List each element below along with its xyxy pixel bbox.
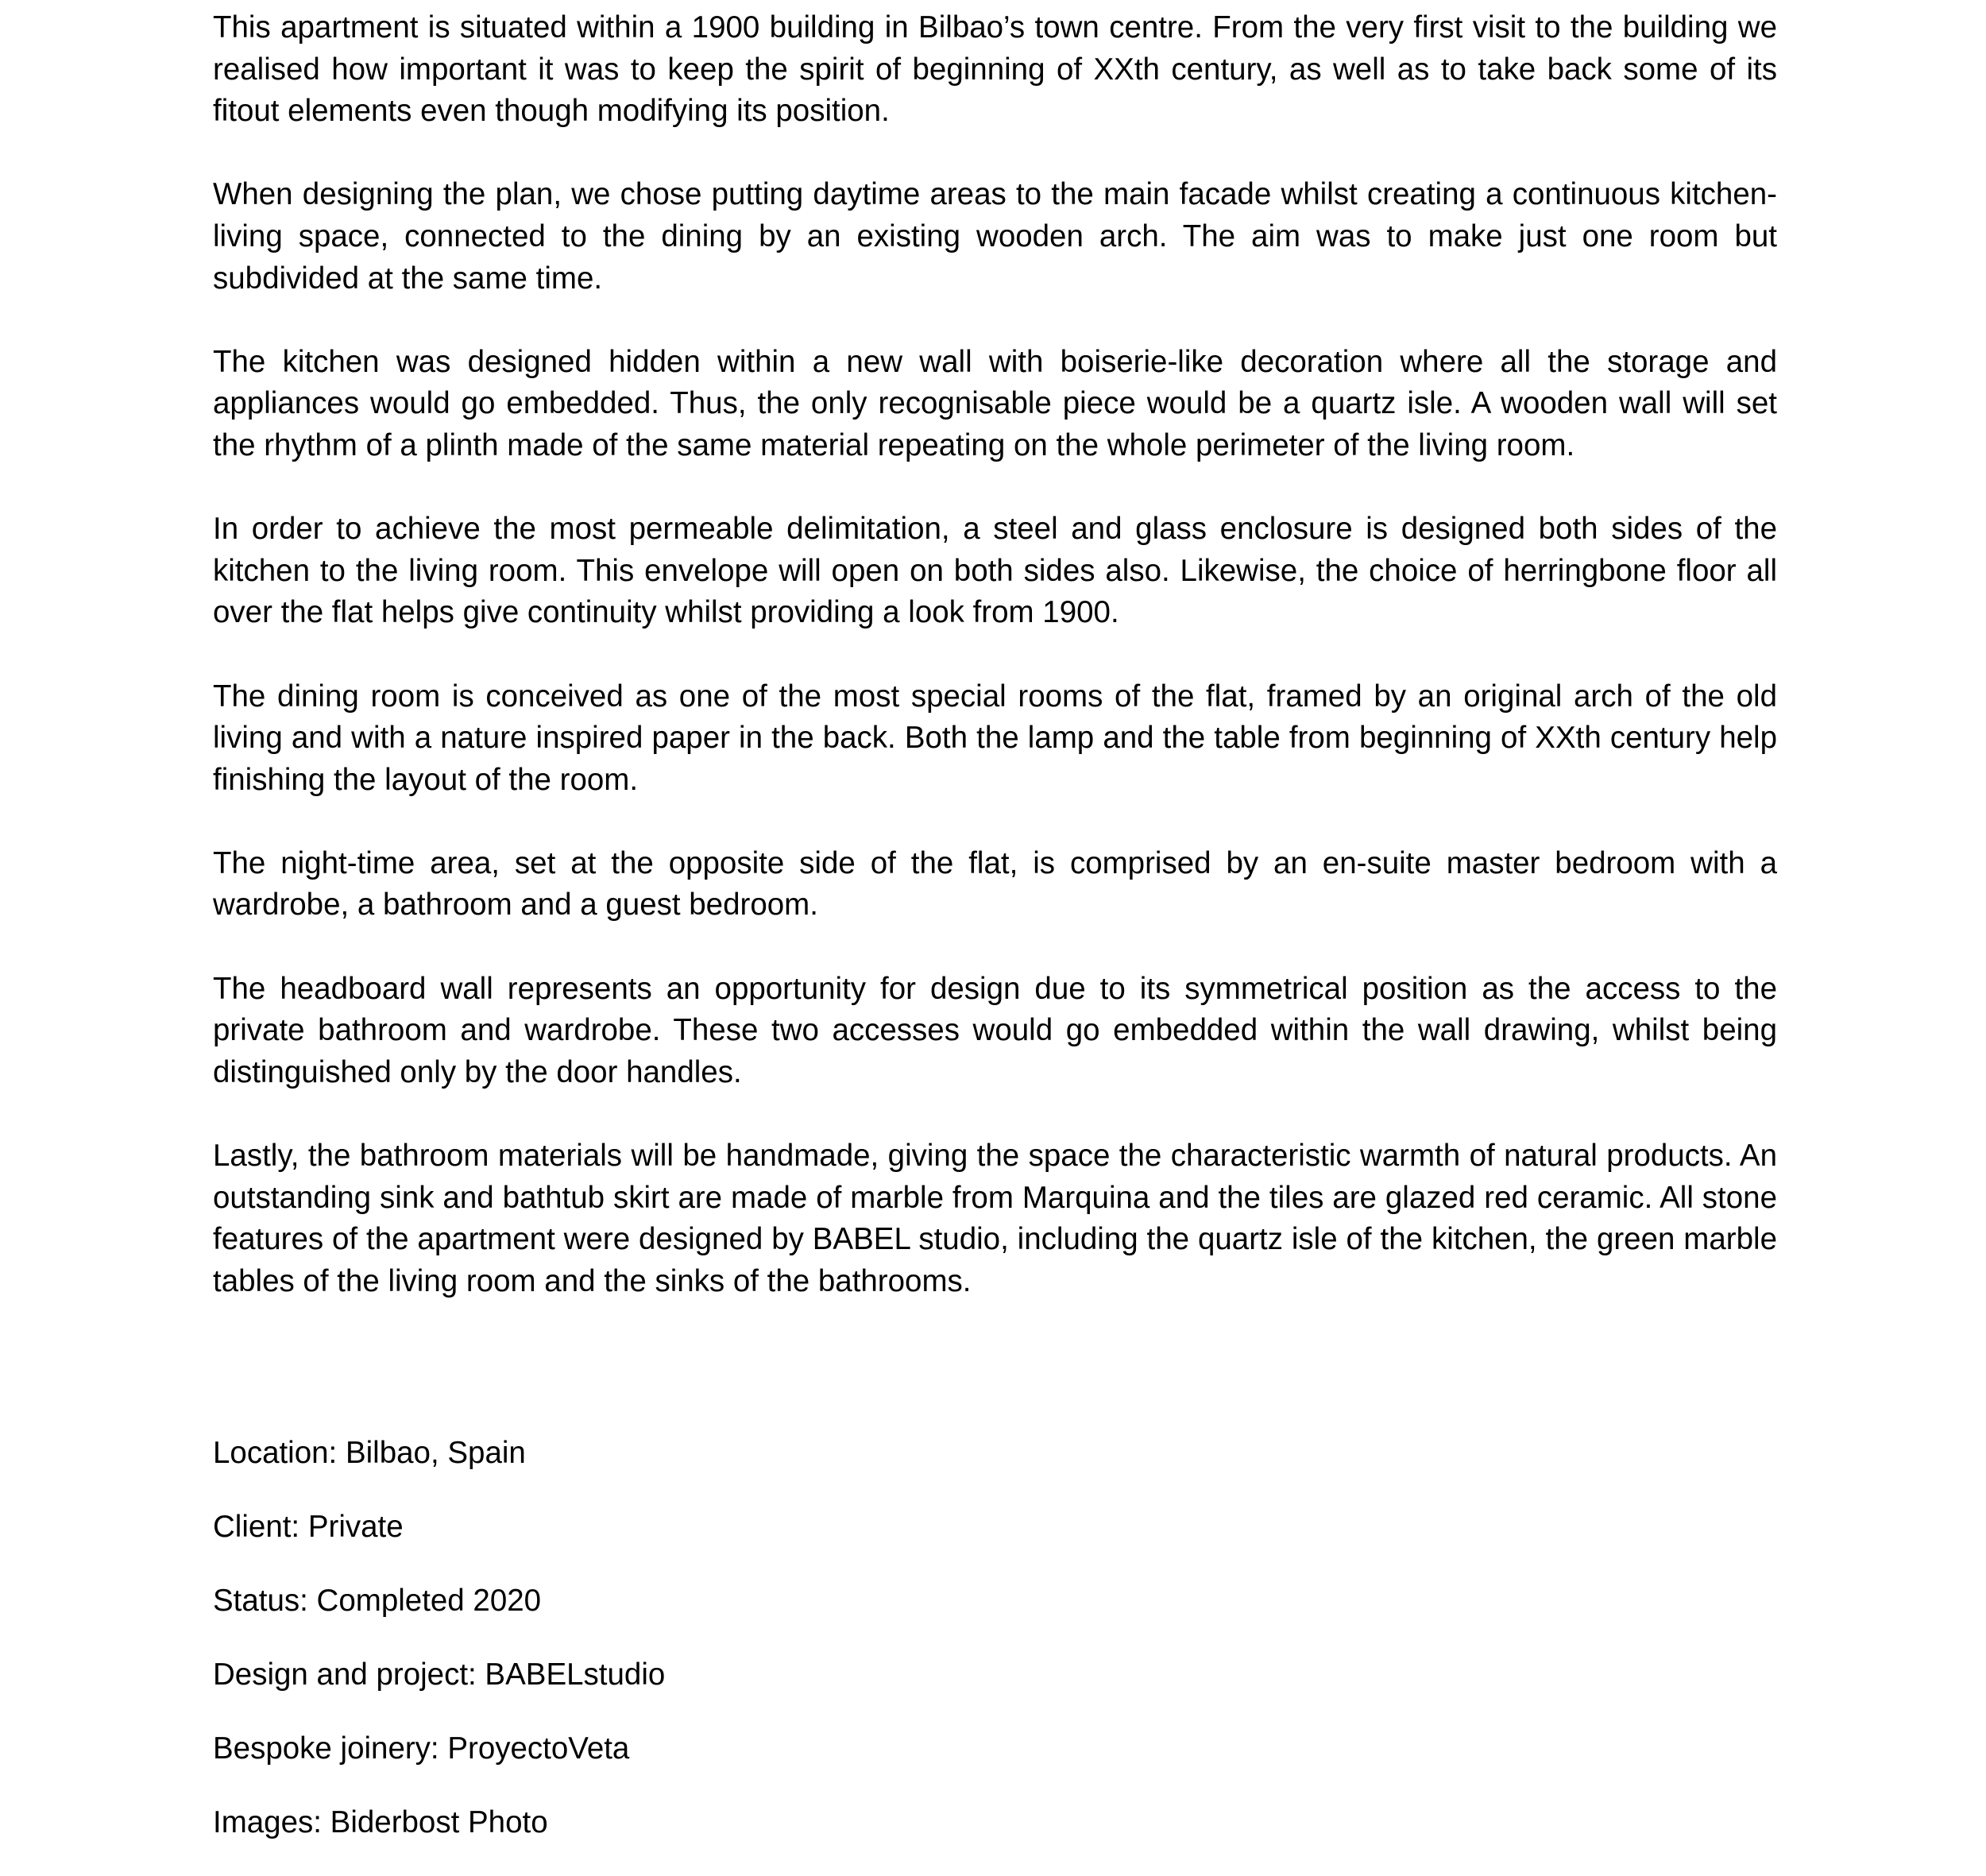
paragraph-intro: This apartment is situated within a 1900 building in Bilbao’s town centre. From the very first visit to the building we realised how important it was to keep the spirit of beginning of XXth century, as well as to take back some of its fitout elements even though modifying its position. — [213, 10, 1777, 129]
paragraph-plan: When designing the plan, we chose putting daytime areas to the main facade whilst creating a continuous kitchen-living space, connected to the dining by an existing wooden arch. The aim was to make just one room but subdivided at the same time. — [213, 177, 1777, 296]
paragraph-kitchen: The kitchen was designed hidden within a new wall with boiserie-like decoration where all the storage and appliances would go embedded. Thus, the only recognisable piece would be a quartz isle. A wooden wall will set the rhythm of a plinth made of the same material repeating on the whole perimeter of the living room. — [213, 344, 1777, 462]
credit-joinery: Bespoke joinery: ProyectoVeta — [213, 1731, 630, 1766]
paragraph-dining: The dining room is conceived as one of the most special rooms of the flat, framed by an original arch of the old living and with a nature inspired paper in the back. Both the lamp and the table from beginning of XXth century help finishing the layout of the room. — [213, 679, 1777, 797]
paragraph-night-area: The night-time area, set at the opposite side of the flat, is comprised by an en-suite master bedroom with a wardrobe, a bathroom and a guest bedroom. — [213, 845, 1777, 923]
credit-images: Images: Biderbost Photo — [213, 1804, 548, 1839]
paragraph-bathroom: Lastly, the bathroom materials will be handmade, giving the space the characteristic warmth of natural products. An outstanding sink and bathtub skirt are made of marble from Marquina and the tiles are glazed red ceramic. All stone features of the apartment were designed by BABEL studio, including the quartz isle of the kitchen, the green marble tables of the living room and the sinks of the bathrooms. — [213, 1139, 1777, 1298]
project-credits — [213, 1433, 665, 1876]
credit-design: Design and project: BABELstudio — [213, 1657, 666, 1692]
paragraph-headboard: The headboard wall represents an opportunity for design due to its symmetrical position as the access to the private bathroom and wardrobe. These two accesses would go embedded within the wall drawing, whilst being distinguished only by the door handles. — [213, 971, 1777, 1089]
paragraph-enclosure: In order to achieve the most permeable delimitation, a steel and glass enclosure is designed both sides of the kitchen to the living room. This envelope will open on both sides also. Likewise, the choice of herringbone floor all over the flat helps give continuity whilst providing a look from 1900. — [213, 512, 1777, 630]
credit-client: Client: Private — [213, 1509, 404, 1544]
credit-status: Status: Completed 2020 — [213, 1583, 542, 1618]
project-description — [213, 7, 1777, 1344]
credit-location: Location: Bilbao, Spain — [213, 1436, 526, 1470]
